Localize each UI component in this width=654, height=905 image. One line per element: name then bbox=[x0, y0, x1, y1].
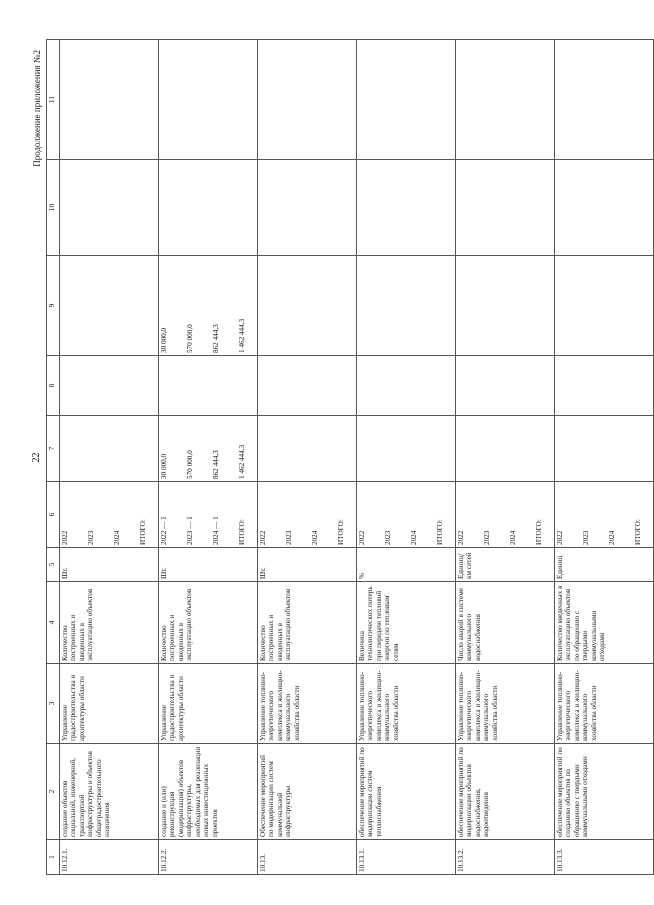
value-line bbox=[436, 358, 454, 413]
value-line bbox=[483, 162, 509, 253]
value-line: ИТОГО: bbox=[238, 519, 246, 545]
value-line bbox=[384, 162, 410, 253]
column-number: 7 bbox=[47, 416, 60, 482]
value-line bbox=[483, 258, 509, 353]
executor: Управление топливно-энергетического комплекса и жилищно-коммунального хозяйства области bbox=[357, 664, 456, 744]
value-line: ИТОГО: bbox=[436, 519, 444, 545]
value-line bbox=[61, 162, 87, 253]
value-line: ИТОГО: bbox=[535, 519, 543, 545]
value-line bbox=[483, 418, 509, 479]
value-line bbox=[556, 162, 582, 253]
cell-c10 bbox=[357, 160, 456, 256]
item-id: 10.13. bbox=[258, 840, 357, 875]
value-line: 2023 — 1 bbox=[186, 516, 194, 545]
item-id: 10.13.3. bbox=[555, 840, 654, 875]
value-line bbox=[436, 418, 454, 479]
value-line bbox=[384, 418, 410, 479]
value-line bbox=[285, 358, 311, 413]
value-line: 570 000,0 bbox=[186, 450, 194, 479]
value-line bbox=[311, 162, 337, 253]
value-line: ИТОГО: bbox=[337, 519, 345, 545]
value-line bbox=[212, 358, 238, 413]
value-line bbox=[61, 42, 87, 157]
value-line bbox=[87, 162, 113, 253]
value-line: 2022 bbox=[61, 530, 69, 545]
value-line bbox=[186, 42, 212, 157]
value-line bbox=[457, 358, 483, 413]
cell-years bbox=[60, 482, 159, 548]
value-line bbox=[608, 162, 634, 253]
value-line bbox=[139, 418, 157, 479]
cell-c9 bbox=[258, 256, 357, 356]
indicator: Количество построенных и введенных в эксплуатацию объектов bbox=[60, 582, 159, 664]
value-line: 2024 bbox=[113, 530, 121, 545]
value-line bbox=[87, 418, 113, 479]
value-line bbox=[186, 358, 212, 413]
value-line bbox=[410, 418, 436, 479]
value-line: 2024 bbox=[410, 530, 418, 545]
value-line: 2024 bbox=[608, 530, 616, 545]
value-line bbox=[608, 418, 634, 479]
value-line bbox=[634, 358, 652, 413]
value-line bbox=[212, 42, 238, 157]
value-line: 862 444,3 bbox=[212, 450, 220, 479]
column-number: 4 bbox=[47, 582, 60, 664]
measure-name: создание и (или) реконструкция (модернизация) объектов инфраструктуры, необходимых для реализации новых инвестиционных проектов bbox=[159, 744, 258, 840]
value-line bbox=[535, 258, 553, 353]
value-line bbox=[358, 258, 384, 353]
value-line bbox=[535, 358, 553, 413]
value-line bbox=[457, 418, 483, 479]
value-line bbox=[259, 42, 285, 157]
value-line: 2022 — 1 bbox=[160, 516, 168, 545]
indicator: Количество построенных и введенных в эксплуатацию объектов bbox=[258, 582, 357, 664]
value-line bbox=[139, 358, 157, 413]
continuation-label: Продолжение приложения №2 bbox=[32, 50, 42, 167]
value-line bbox=[634, 258, 652, 353]
table-row bbox=[357, 40, 456, 875]
measure-name: обеспечение мероприятий по модернизации систем теплоснабжения bbox=[357, 744, 456, 840]
column-number: 8 bbox=[47, 356, 60, 416]
cell-c11 bbox=[456, 40, 555, 160]
value-line bbox=[358, 162, 384, 253]
table-row bbox=[456, 40, 555, 875]
value-line bbox=[384, 42, 410, 157]
value-line: 2024 bbox=[311, 530, 319, 545]
value-line bbox=[358, 418, 384, 479]
cell-c11 bbox=[555, 40, 654, 160]
cell-years bbox=[159, 482, 258, 548]
cell-years bbox=[456, 482, 555, 548]
value-line bbox=[358, 42, 384, 157]
cell-c8 bbox=[456, 356, 555, 416]
unit: % bbox=[357, 548, 456, 582]
executor: Управление топливно-энергетического комплекса и жилищно-коммунального хозяйства области bbox=[555, 664, 654, 744]
value-line bbox=[535, 42, 553, 157]
value-line: 30 000,0 bbox=[160, 327, 168, 353]
value-line bbox=[509, 418, 535, 479]
value-line bbox=[608, 258, 634, 353]
column-number: 3 bbox=[47, 664, 60, 744]
value-line bbox=[113, 418, 139, 479]
value-line bbox=[160, 162, 186, 253]
cell-c8 bbox=[357, 356, 456, 416]
value-line bbox=[634, 162, 652, 253]
cell-c7 bbox=[456, 416, 555, 482]
value-line bbox=[311, 42, 337, 157]
value-line bbox=[139, 162, 157, 253]
value-line bbox=[212, 162, 238, 253]
value-line: 2022 bbox=[556, 530, 564, 545]
value-line bbox=[509, 42, 535, 157]
executor: Управление топливно-энергетического комплекса и жилищно-коммунального хозяйства области bbox=[258, 664, 357, 744]
cell-c7 bbox=[258, 416, 357, 482]
value-line bbox=[509, 358, 535, 413]
indicator: Количество введенных в эксплуатацию объектов по обращению с твердыми коммунальными отходами bbox=[555, 582, 654, 664]
page-number: 22 bbox=[31, 452, 42, 463]
value-line bbox=[410, 162, 436, 253]
value-line bbox=[509, 162, 535, 253]
value-line bbox=[556, 42, 582, 157]
value-line bbox=[61, 258, 87, 353]
cell-c9 bbox=[60, 256, 159, 356]
column-number: 9 bbox=[47, 256, 60, 356]
value-line bbox=[337, 418, 355, 479]
cell-c9 bbox=[357, 256, 456, 356]
value-line bbox=[337, 358, 355, 413]
value-line: ИТОГО: bbox=[634, 519, 642, 545]
value-line bbox=[457, 258, 483, 353]
value-line bbox=[61, 418, 87, 479]
value-line bbox=[608, 358, 634, 413]
table-row bbox=[555, 40, 654, 875]
indicator: Величина технологических потерь при передаче тепловой энергии по тепловым сетям bbox=[357, 582, 456, 664]
value-line bbox=[186, 162, 212, 253]
value-line bbox=[384, 358, 410, 413]
value-line bbox=[410, 258, 436, 353]
measure-name: обеспечение мероприятий по созданию объектов по обращению с твердыми коммунальными отходами bbox=[555, 744, 654, 840]
indicator: Число аварий в системе коммунального водоснабжения bbox=[456, 582, 555, 664]
value-line bbox=[285, 162, 311, 253]
cell-c8 bbox=[555, 356, 654, 416]
cell-c7 bbox=[357, 416, 456, 482]
item-id: 10.12.1. bbox=[60, 840, 159, 875]
unit: Единиц/ км сетей bbox=[456, 548, 555, 582]
value-line bbox=[556, 258, 582, 353]
value-line bbox=[160, 358, 186, 413]
value-line bbox=[160, 42, 186, 157]
value-line bbox=[582, 358, 608, 413]
cell-c10 bbox=[159, 160, 258, 256]
measures-table bbox=[46, 39, 654, 875]
value-line: 30 000,0 bbox=[160, 453, 168, 479]
measure-name: Обеспечение мероприятий по модернизации систем коммунальной инфраструктуры bbox=[258, 744, 357, 840]
table-row bbox=[159, 40, 258, 875]
value-line: 2022 bbox=[457, 530, 465, 545]
value-line bbox=[634, 418, 652, 479]
value-line bbox=[113, 358, 139, 413]
cell-years bbox=[357, 482, 456, 548]
value-line bbox=[139, 258, 157, 353]
cell-c7 bbox=[555, 416, 654, 482]
cell-c8 bbox=[258, 356, 357, 416]
column-number: 11 bbox=[47, 40, 60, 160]
table-row bbox=[60, 40, 159, 875]
indicator: Количество построенных и введенных в эксплуатацию объектов bbox=[159, 582, 258, 664]
unit: Единиц bbox=[555, 548, 654, 582]
value-line bbox=[608, 42, 634, 157]
value-line bbox=[259, 418, 285, 479]
item-id: 10.13.2. bbox=[456, 840, 555, 875]
cell-c11 bbox=[159, 40, 258, 160]
cell-c8 bbox=[60, 356, 159, 416]
measure-name: создание объектов социальной, инженерной, транспортной инфраструктуры и объектов общеградостроительного назначения bbox=[60, 744, 159, 840]
value-line: 2023 bbox=[384, 530, 392, 545]
item-id: 10.13.1. bbox=[357, 840, 456, 875]
value-line bbox=[582, 418, 608, 479]
cell-years bbox=[258, 482, 357, 548]
cell-c10 bbox=[456, 160, 555, 256]
value-line bbox=[337, 42, 355, 157]
value-line bbox=[87, 358, 113, 413]
column-number: 6 bbox=[47, 482, 60, 548]
value-line: 570 000,0 bbox=[186, 324, 194, 353]
column-number: 2 bbox=[47, 744, 60, 840]
value-line bbox=[384, 258, 410, 353]
cell-c7 bbox=[60, 416, 159, 482]
value-line: 2023 bbox=[582, 530, 590, 545]
value-line: 2022 bbox=[358, 530, 366, 545]
cell-c11 bbox=[357, 40, 456, 160]
value-line bbox=[113, 258, 139, 353]
value-line bbox=[259, 162, 285, 253]
column-number: 1 bbox=[47, 840, 60, 875]
value-line bbox=[436, 162, 454, 253]
value-line: 2023 bbox=[87, 530, 95, 545]
value-line bbox=[556, 418, 582, 479]
value-line: 1 462 444,3 bbox=[238, 444, 246, 479]
value-line bbox=[556, 358, 582, 413]
value-line bbox=[311, 418, 337, 479]
cell-c11 bbox=[60, 40, 159, 160]
value-line bbox=[87, 258, 113, 353]
unit: Шт. bbox=[159, 548, 258, 582]
value-line bbox=[285, 258, 311, 353]
value-line bbox=[238, 42, 256, 157]
rotated-table-sheet bbox=[28, 40, 642, 875]
unit: Шт. bbox=[60, 548, 159, 582]
item-id: 10.12.2. bbox=[159, 840, 258, 875]
value-line bbox=[457, 162, 483, 253]
value-line: 2023 bbox=[285, 530, 293, 545]
value-line bbox=[483, 42, 509, 157]
value-line bbox=[337, 258, 355, 353]
cell-years bbox=[555, 482, 654, 548]
cell-c9 bbox=[159, 256, 258, 356]
value-line bbox=[113, 42, 139, 157]
value-line bbox=[634, 42, 652, 157]
value-line bbox=[509, 258, 535, 353]
value-line bbox=[139, 42, 157, 157]
value-line: 2024 bbox=[509, 530, 517, 545]
value-line bbox=[311, 358, 337, 413]
cell-c10 bbox=[555, 160, 654, 256]
value-line bbox=[259, 358, 285, 413]
cell-c11 bbox=[258, 40, 357, 160]
cell-c7 bbox=[159, 416, 258, 482]
value-line bbox=[113, 162, 139, 253]
value-line bbox=[238, 358, 256, 413]
value-line bbox=[483, 358, 509, 413]
value-line bbox=[311, 258, 337, 353]
column-number: 10 bbox=[47, 160, 60, 256]
value-line bbox=[410, 358, 436, 413]
measure-name: обеспечение мероприятий по модернизации объектов водоснабжения, водоотведения bbox=[456, 744, 555, 840]
executor: Управление градостроительства и архитектуры области bbox=[60, 664, 159, 744]
table-row bbox=[258, 40, 357, 875]
cell-c10 bbox=[258, 160, 357, 256]
value-line bbox=[457, 42, 483, 157]
header-row bbox=[47, 40, 60, 875]
value-line: 2023 bbox=[483, 530, 491, 545]
unit: Шт. bbox=[258, 548, 357, 582]
value-line bbox=[285, 418, 311, 479]
value-line bbox=[535, 418, 553, 479]
cell-c8 bbox=[159, 356, 258, 416]
executor: Управление градостроительства и архитектуры области bbox=[159, 664, 258, 744]
value-line bbox=[436, 258, 454, 353]
value-line bbox=[238, 162, 256, 253]
value-line bbox=[582, 42, 608, 157]
cell-c10 bbox=[60, 160, 159, 256]
value-line bbox=[61, 358, 87, 413]
value-line bbox=[259, 258, 285, 353]
value-line: 2022 bbox=[259, 530, 267, 545]
value-line bbox=[535, 162, 553, 253]
value-line bbox=[358, 358, 384, 413]
value-line: 1 462 444,3 bbox=[238, 318, 246, 353]
value-line bbox=[582, 258, 608, 353]
column-number: 5 bbox=[47, 548, 60, 582]
value-line: 2024 — 1 bbox=[212, 516, 220, 545]
cell-c9 bbox=[456, 256, 555, 356]
value-line bbox=[582, 162, 608, 253]
value-line bbox=[410, 42, 436, 157]
cell-c9 bbox=[555, 256, 654, 356]
value-line: ИТОГО: bbox=[139, 519, 147, 545]
executor: Управление топливно-энергетического комплекса и жилищно-коммунального хозяйства области bbox=[456, 664, 555, 744]
value-line: 862 444,3 bbox=[212, 324, 220, 353]
value-line bbox=[436, 42, 454, 157]
value-line bbox=[285, 42, 311, 157]
value-line bbox=[337, 162, 355, 253]
value-line bbox=[87, 42, 113, 157]
